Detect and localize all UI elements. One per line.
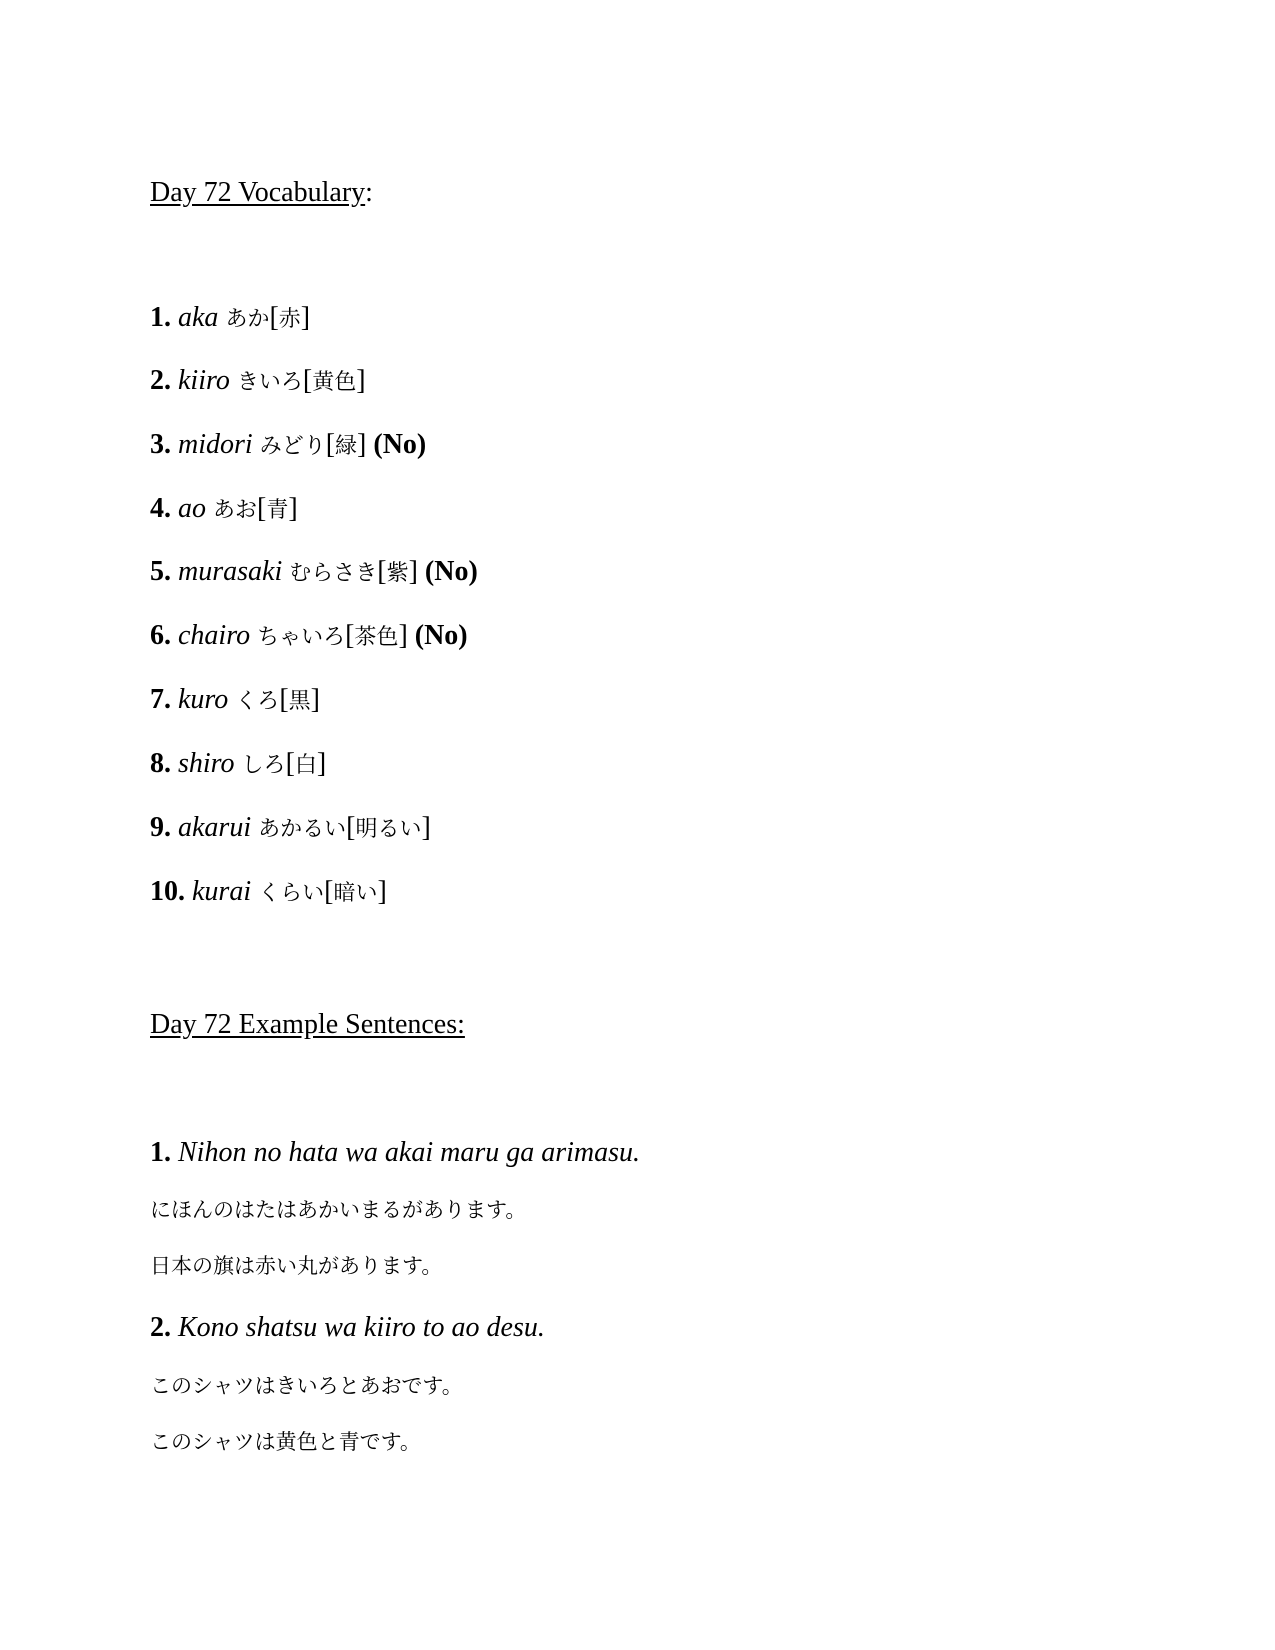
vocab-number: 9. bbox=[150, 812, 171, 843]
vocab-romaji: aka bbox=[178, 302, 219, 333]
vocab-romaji: akarui bbox=[178, 812, 252, 843]
vocab-kana: くらい bbox=[258, 881, 325, 906]
vocab-kana: みどり bbox=[259, 434, 326, 459]
sentence-number: 1. bbox=[150, 1137, 171, 1168]
vocab-number: 4. bbox=[150, 493, 171, 524]
vocab-number: 1. bbox=[150, 302, 171, 333]
vocab-kana: あお bbox=[213, 498, 258, 523]
vocab-kanji: 赤 bbox=[278, 307, 301, 332]
vocab-item: 10. kurai くらい[暗い] bbox=[150, 876, 387, 907]
vocab-kanji: 青 bbox=[266, 498, 289, 523]
vocab-note: (No) bbox=[373, 429, 427, 460]
vocab-romaji: kiiro bbox=[178, 365, 230, 396]
vocab-item: 1. aka あか[赤] bbox=[150, 302, 311, 333]
vocab-number: 6. bbox=[150, 620, 171, 651]
vocab-kanji: 紫 bbox=[386, 561, 409, 586]
vocab-item: 8. shiro しろ[白] bbox=[150, 748, 327, 779]
vocab-kana: むらさき bbox=[289, 561, 378, 586]
vocab-item: 7. kuro くろ[黒] bbox=[150, 684, 320, 715]
vocab-note: (No) bbox=[414, 620, 468, 651]
vocab-heading-text: Day 72 Vocabulary bbox=[150, 177, 366, 208]
vocab-kanji: 黄色 bbox=[312, 370, 357, 395]
vocab-item: 4. ao あお[青] bbox=[150, 493, 298, 524]
vocab-romaji: kurai bbox=[192, 876, 252, 907]
vocab-number: 3. bbox=[150, 429, 171, 460]
vocab-heading bbox=[150, 176, 373, 210]
vocab-romaji: chairo bbox=[178, 620, 251, 651]
example-sentence-romaji bbox=[150, 1136, 640, 1170]
vocab-kana: くろ bbox=[235, 689, 280, 714]
vocab-item: 5. murasaki むらさき[紫] (No) bbox=[150, 556, 478, 587]
vocab-kanji: 白 bbox=[294, 753, 317, 778]
sentence-romaji: Kono shatsu wa kiiro to ao desu. bbox=[178, 1312, 545, 1343]
vocab-heading-colon: : bbox=[365, 177, 373, 208]
vocab-kanji: 緑 bbox=[335, 434, 358, 459]
example-sentence-kanji: 日本の旗は赤い丸があります。 bbox=[150, 1254, 443, 1278]
vocab-number: 5. bbox=[150, 556, 171, 587]
vocab-kana: しろ bbox=[241, 753, 286, 778]
example-sentence-kanji: このシャツは黄色と青です。 bbox=[150, 1430, 421, 1454]
sentence-romaji: Nihon no hata wa akai maru ga arimasu. bbox=[178, 1137, 641, 1168]
vocab-note: (No) bbox=[424, 556, 478, 587]
vocab-item: 2. kiiro きいろ[黄色] bbox=[150, 365, 366, 396]
vocab-romaji: shiro bbox=[178, 748, 235, 779]
vocab-item: 6. chairo ちゃいろ[茶色] (No) bbox=[150, 620, 468, 651]
vocab-kana: きいろ bbox=[236, 370, 303, 395]
example-sentence-kana: にほんのはたはあかいまるがあります。 bbox=[150, 1198, 527, 1222]
vocab-number: 2. bbox=[150, 365, 171, 396]
examples-heading-text: Day 72 Example Sentences: bbox=[150, 1009, 465, 1040]
vocab-number: 10. bbox=[150, 876, 185, 907]
vocab-kanji: 茶色 bbox=[354, 625, 399, 650]
vocab-kanji: 暗い bbox=[333, 881, 378, 906]
vocab-number: 7. bbox=[150, 684, 171, 715]
vocab-number: 8. bbox=[150, 748, 171, 779]
example-sentence-romaji bbox=[150, 1311, 545, 1345]
vocab-romaji: ao bbox=[178, 493, 206, 524]
example-sentence-kana: このシャツはきいろとあおです。 bbox=[150, 1374, 463, 1398]
vocab-kana: あか bbox=[225, 307, 270, 332]
examples-heading bbox=[150, 1008, 465, 1042]
vocab-kanji: 黒 bbox=[288, 689, 311, 714]
vocab-romaji: murasaki bbox=[178, 556, 283, 587]
vocab-romaji: midori bbox=[178, 429, 253, 460]
vocab-kanji: 明るい bbox=[355, 817, 422, 842]
vocab-kana: ちゃいろ bbox=[257, 625, 346, 650]
vocab-item: 9. akarui あかるい[明るい] bbox=[150, 812, 431, 843]
vocab-item: 3. midori みどり[緑] (No) bbox=[150, 429, 427, 460]
vocab-romaji: kuro bbox=[178, 684, 229, 715]
vocab-kana: あかるい bbox=[258, 817, 347, 842]
sentence-number: 2. bbox=[150, 1312, 171, 1343]
